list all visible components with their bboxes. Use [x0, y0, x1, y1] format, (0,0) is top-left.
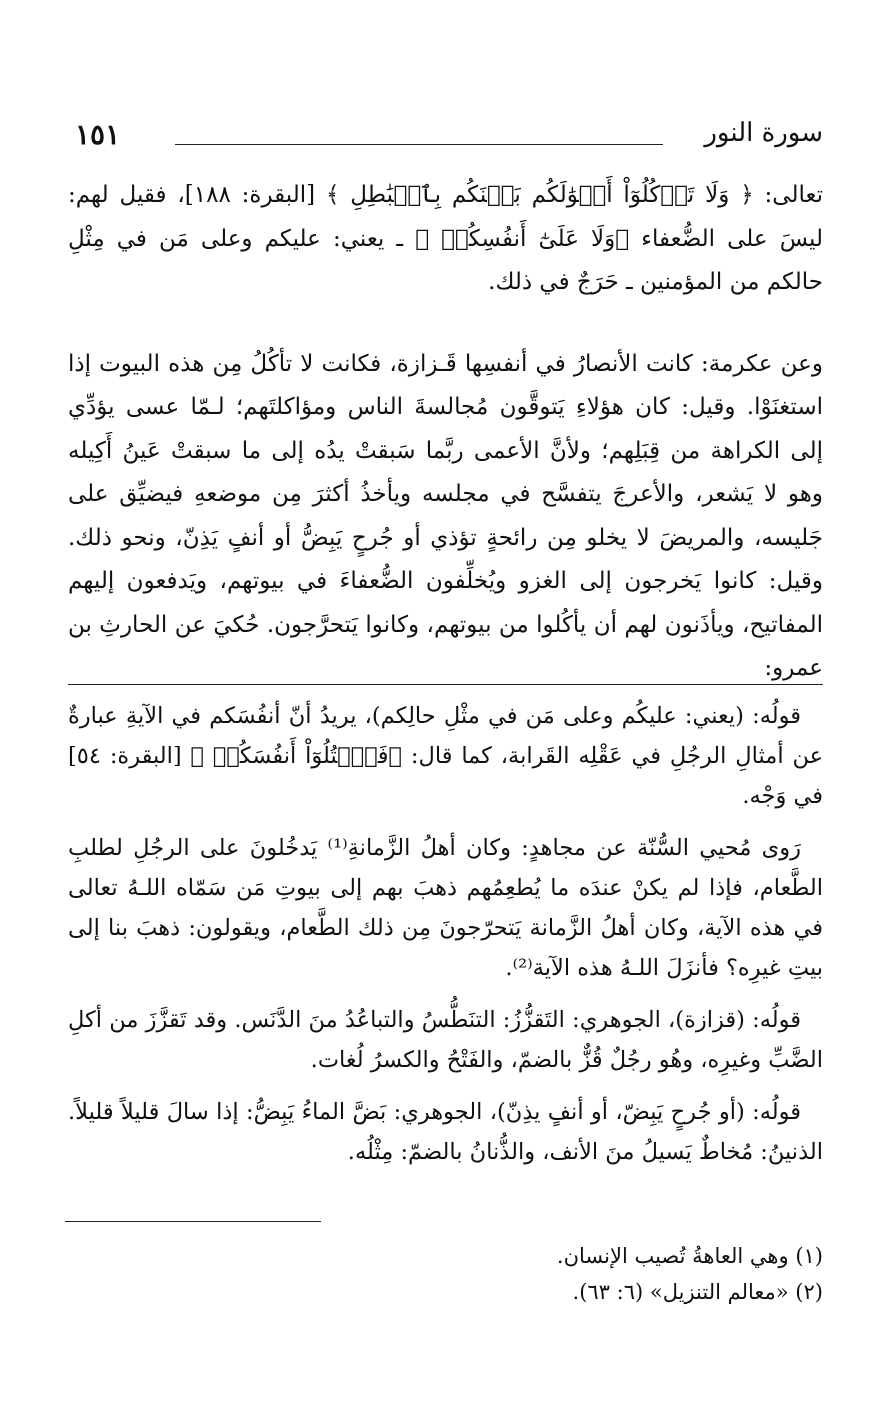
surah-title: سورة النور [704, 118, 823, 148]
main-text [68, 174, 823, 691]
footnote-rule [65, 1221, 321, 1222]
page-number: ١٥١ [75, 118, 121, 151]
commentary-paragraph-1: قولُه: (يعني: عليكُم وعلى مَن في مثْلِ حالِكم)، يريدُ أنّ أنفُسَكم في الآيةِ عبارةٌ عن أمثالِ الرجُلِ في عَقْلِه القَرابة، كما قال: ﴿فَٱقۡتُلُوٓاْ أَنفُسَكُمۡ ﴾ [البقرة: ٥٤] في وَجْه. [68, 703, 823, 809]
footnotes [300, 1238, 823, 1310]
footnote-1: (١) وهي العاهةُ تُصيب الإنسان. [556, 1244, 823, 1268]
commentary-paragraph-3: قولُه: (قزازة)، الجوهري: التَقزُّزُ: التنَطُّسُ والتباعُدُ منَ الدَّنَس. وقد تَقزَّزَ من أكلِ الضَّبِّ وغيرِه، وهُو رجُلٌ قُزٌّ بالضمّ، والفَتْحُ والكسرُ لُغات. [68, 1007, 823, 1073]
footnote-2: (٢) «معالم التنزيل» (٦: ٦٣). [572, 1280, 823, 1304]
header-rule [175, 144, 663, 145]
commentary-paragraph-4: قولُه: (أو جُرحٍ يَبِضّ، أو أنفٍ يذِنّ)، الجوهري: بَضَّ الماءُ يَبِضُّ: إذا سالَ قليلاً قليلاً. الذنينُ: مُخاطٌ يَسيلُ منَ الأنف، والذُّنانُ بالضمّ: مِثْلُه. [68, 1099, 823, 1165]
main-paragraph-2: وعن عكرمة: كانت الأنصارُ في أنفسِها قَـزازة، فكانت لا تأكُلُ مِن هذه البيوت إذا استغنَوْا. وقيل: كان هؤلاءِ يَتوقَّون مُجالسةَ الناس ومؤاكلتَهم؛ لـمّا عسى يؤدِّي إلى الكراهة من قِبَلِهم؛ ولأنَّ الأعمى ربَّما سَبقتْ يدُه إلى ما سبقتْ عَينُ أَكِيله وهو لا يَشعر، والأعرجَ يتفسَّح في مجلسه ويأخذُ أكثرَ مِن موضعهِ فيضيِّق على جَليسه، والمريضَ لا يخلو مِن رائحةٍ تؤذي أو جُرحٍ يَبِضُّ أو أنفٍ يَذِنّ، ونحو ذلك. وقيل: كانوا يَخرجون إلى الغزو ويُخلِّفون الضُّعفاءَ في بيوتهم، ويَدفعون إليهم المفاتيح، ويأذَنون لهم أن يأكُلوا من بيوتهم، وكانوا يَتحرَّجون. حُكيَ عن الحارثِ بن عمرو: [68, 350, 823, 681]
page-header [75, 118, 823, 158]
main-paragraph-1: تعالى: ﴿ وَلَا تَأۡكُلُوٓاْ أَمۡوَٰلَكُم بَيۡنَكُم بِٱلۡبَٰطِلِ ﴾ [البقرة: ١٨٨]، فقيل لهم: ليسَ على الضُّعفاء ﴿وَلَا عَلَىٰٓ أَنفُسِكُمۡ ﴾ ـ يعني: عليكم وعلى مَن في مِثْلِ حالكم من المؤمنين ـ حَرَجٌ في ذلك. [68, 182, 823, 295]
commentary-paragraph-2: رَوى مُحيي السُّنّة عن مجاهدٍ: وكان أهلُ الزَّمانةِ⁽¹⁾ يَدخُلونَ على الرجُلِ لطلبِ الطَّعام، فإذا لم يكنْ عندَه ما يُطعِمُهم ذهبَ بهم إلى بيوتِ مَن سَمّاه اللـهُ تعالى في هذه الآية، وكان أهلُ الزَّمانة يَتحرّجونَ مِن ذلك الطَّعام، ويقولون: ذهبَ بنا إلى بيتِ غيرِه؟ فأنزَلَ اللـهُ هذه الآية⁽²⁾. [68, 835, 823, 981]
commentary-divider [68, 684, 823, 685]
commentary-section [68, 696, 823, 1184]
